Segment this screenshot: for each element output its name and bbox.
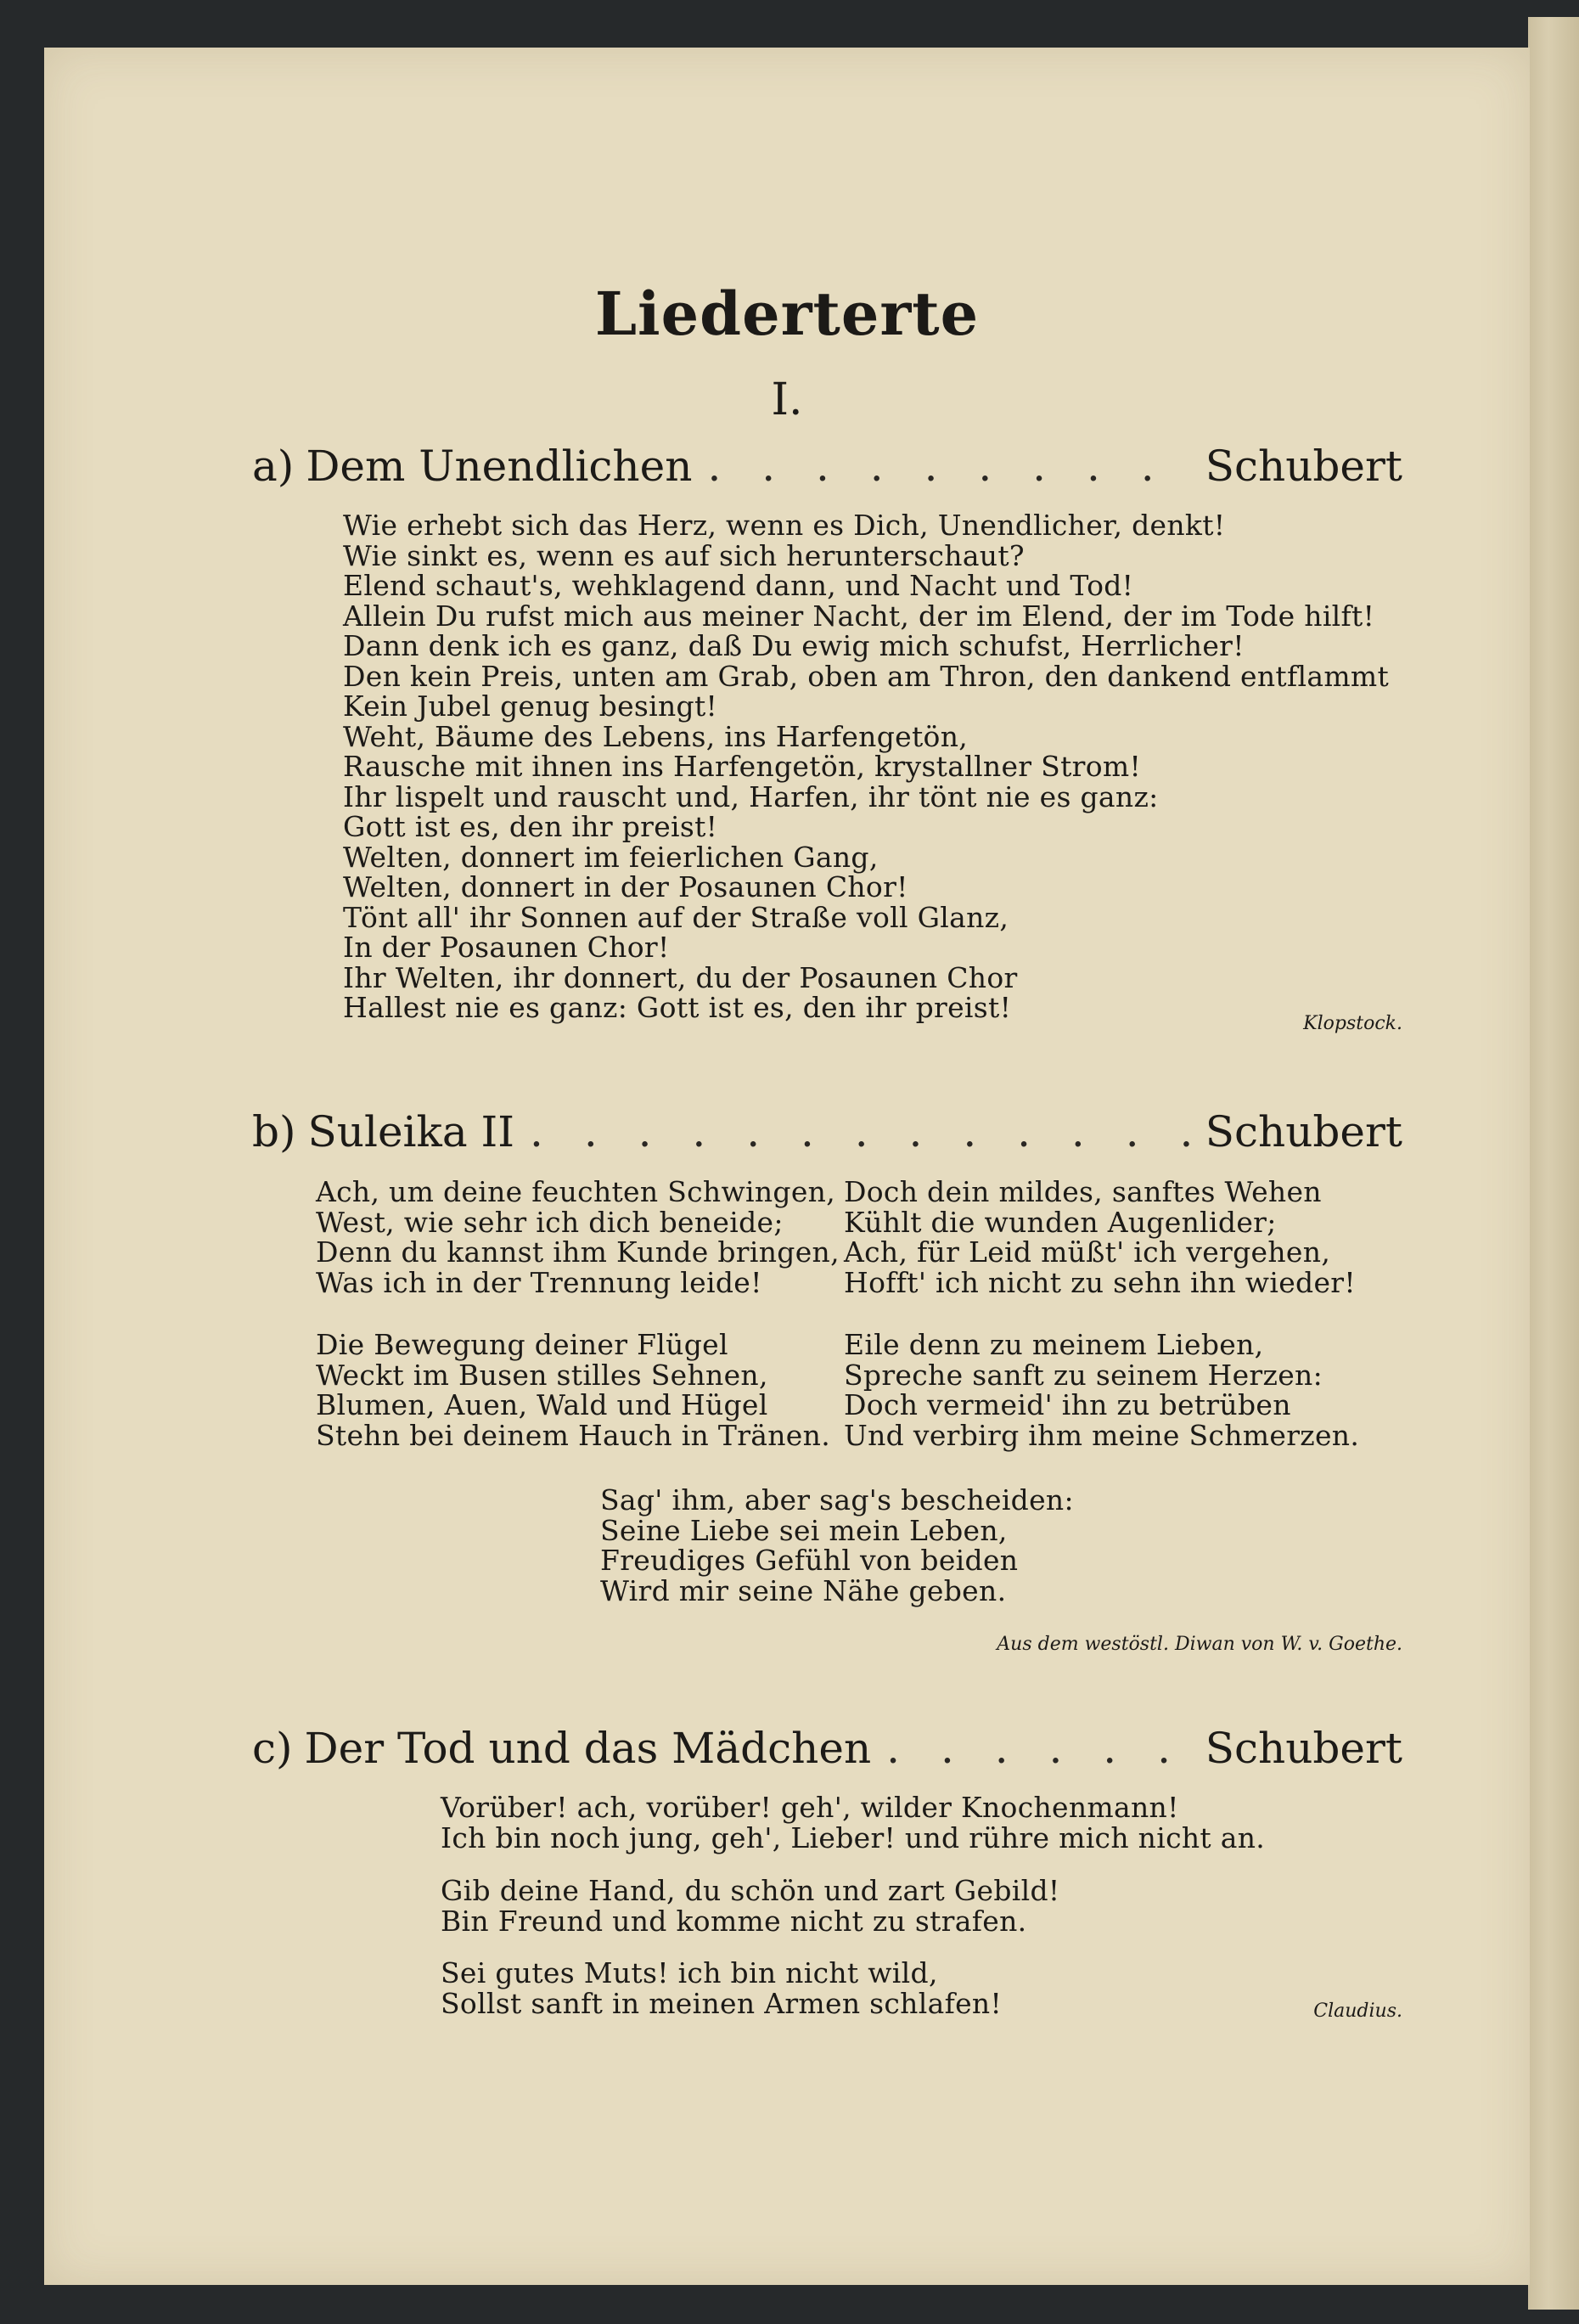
song-c-title: Der Tod und das Mädchen — [304, 1724, 872, 1773]
song-b-title: Suleika II — [307, 1107, 515, 1156]
page — [44, 48, 1530, 2285]
song-c-stanza-1 — [441, 1792, 1265, 1853]
lyric-line: Die Bewegung deiner Flügel — [316, 1328, 728, 1361]
lyric-line: Den kein Preis, unten am Grab, oben am Thron, den dankend entflammt — [343, 659, 1390, 693]
lyric-line: Allein Du rufst mich aus meiner Nacht, der im Elend, der im Tode hilft! — [343, 599, 1375, 633]
lyric-line: Denn du kannst ihm Kunde bringen, — [316, 1235, 840, 1269]
lyric-line: Weckt im Busen stilles Sehnen, — [316, 1358, 768, 1392]
song-b-center-stanza — [600, 1485, 1074, 1606]
lyric-line: Sei gutes Muts! ich bin nicht wild, — [441, 1956, 938, 1989]
song-a-label: a) — [252, 442, 295, 491]
song-b-heading — [252, 1107, 1402, 1156]
lyric-line: Wie sinkt es, wenn es auf sich herunterschaut? — [343, 538, 1025, 572]
lyric-line: Gib deine Hand, du schön und zart Gebild! — [441, 1874, 1060, 1907]
song-b-credit: Aus dem westöstl. Diwan von W. v. Goethe. — [997, 1634, 1402, 1655]
song-c-stanza-3 — [441, 1958, 1002, 2018]
song-c-credit: Claudius. — [1313, 2000, 1402, 2022]
next-page-edge — [1528, 17, 1579, 2310]
lyric-line: Welten, donnert in der Posaunen Chor! — [343, 870, 908, 903]
lyric-line: Spreche sanft zu seinem Herzen: — [844, 1358, 1323, 1392]
song-b-composer: Schubert — [1205, 1107, 1402, 1156]
lyric-line: Kein Jubel genug besingt! — [343, 689, 718, 723]
lyric-line: Rausche mit ihnen ins Harfengetön, krystallner Strom! — [343, 750, 1142, 783]
leader-dots — [886, 1724, 1190, 1773]
song-b-label: b) — [252, 1107, 296, 1156]
song-b-left-stanza-1 — [316, 1177, 840, 1297]
lyric-line: Kühlt die wunden Augenlider; — [844, 1205, 1277, 1239]
song-a-lyrics — [343, 510, 1389, 1023]
lyric-line: Was ich in der Trennung leide! — [316, 1265, 762, 1299]
lyric-line: Vorüber! ach, vorüber! geh', wilder Knochenmann! — [441, 1791, 1179, 1824]
lyric-line: Weht, Bäume des Lebens, ins Harfengetön, — [343, 719, 969, 753]
song-b-left-stanza-2 — [316, 1330, 830, 1450]
lyric-line: Ach, um deine feuchten Schwingen, — [316, 1175, 836, 1208]
lyric-line: Eile denn zu meinem Lieben, — [844, 1328, 1264, 1361]
part-number: I. — [771, 374, 803, 425]
song-a-title: Dem Unendlichen — [306, 442, 693, 491]
song-b-right-stanza-2 — [844, 1330, 1359, 1450]
lyric-line: Stehn bei deinem Hauch in Tränen. — [316, 1418, 830, 1452]
lyric-line: Elend schaut's, wehklagend dann, und Nacht und Tod! — [343, 569, 1134, 602]
lyric-line: Sollst sanft in meinen Armen schlafen! — [441, 1986, 1003, 2020]
song-c-stanza-2 — [441, 1876, 1060, 1936]
leader-dots — [530, 1107, 1190, 1156]
page-title: Liederterte — [594, 279, 980, 349]
lyric-line: Ihr lispelt und rauscht und, Harfen, ihr tönt nie es ganz: — [343, 779, 1159, 813]
song-a-composer: Schubert — [1205, 442, 1402, 491]
lyric-line: Hofft' ich nicht zu sehn ihn wieder! — [844, 1265, 1356, 1299]
lyric-line: Dann denk ich es ganz, daß Du ewig mich schufst, Herrlicher! — [343, 629, 1245, 662]
lyric-line: Tönt all' ihr Sonnen auf der Straße voll Glanz, — [343, 900, 1009, 934]
song-a-heading — [252, 442, 1402, 491]
lyric-line: Wie erhebt sich das Herz, wenn es Dich, Unendlicher, denkt! — [343, 509, 1226, 542]
song-b-right-stanza-1 — [844, 1177, 1356, 1297]
lyric-line: Wird mir seine Nähe geben. — [600, 1573, 1007, 1607]
lyric-line: In der Posaunen Chor! — [343, 931, 670, 964]
lyric-line: Hallest nie es ganz: Gott ist es, den ihr preist! — [343, 991, 1012, 1024]
lyric-line: Und verbirg ihm meine Schmerzen. — [844, 1418, 1360, 1452]
lyric-line: Doch dein mildes, sanftes Wehen — [844, 1175, 1322, 1208]
lyric-line: West, wie sehr ich dich beneide; — [316, 1205, 784, 1239]
lyric-line: Blumen, Auen, Wald und Hügel — [316, 1388, 768, 1421]
lyric-line: Gott ist es, den ihr preist! — [343, 810, 718, 843]
song-c-heading — [252, 1724, 1402, 1773]
leader-dots — [707, 442, 1189, 491]
lyric-line: Sag' ihm, aber sag's bescheiden: — [600, 1483, 1074, 1517]
song-a-credit: Klopstock. — [1303, 1013, 1402, 1034]
lyric-line: Bin Freund und komme nicht zu strafen. — [441, 1904, 1027, 1938]
lyric-line: Freudiges Gefühl von beiden — [600, 1544, 1019, 1577]
lyric-line: Ihr Welten, ihr donnert, du der Posaunen Chor — [343, 960, 1018, 994]
song-c-label: c) — [252, 1724, 293, 1773]
lyric-line: Ich bin noch jung, geh', Lieber! und rühre mich nicht an. — [441, 1820, 1266, 1854]
lyric-line: Welten, donnert im feierlichen Gang, — [343, 840, 879, 874]
lyric-line: Seine Liebe sei mein Leben, — [600, 1513, 1008, 1547]
song-c-composer: Schubert — [1205, 1724, 1402, 1773]
lyric-line: Ach, für Leid müßt' ich vergehen, — [844, 1235, 1331, 1269]
lyric-line: Doch vermeid' ihn zu betrüben — [844, 1388, 1291, 1421]
